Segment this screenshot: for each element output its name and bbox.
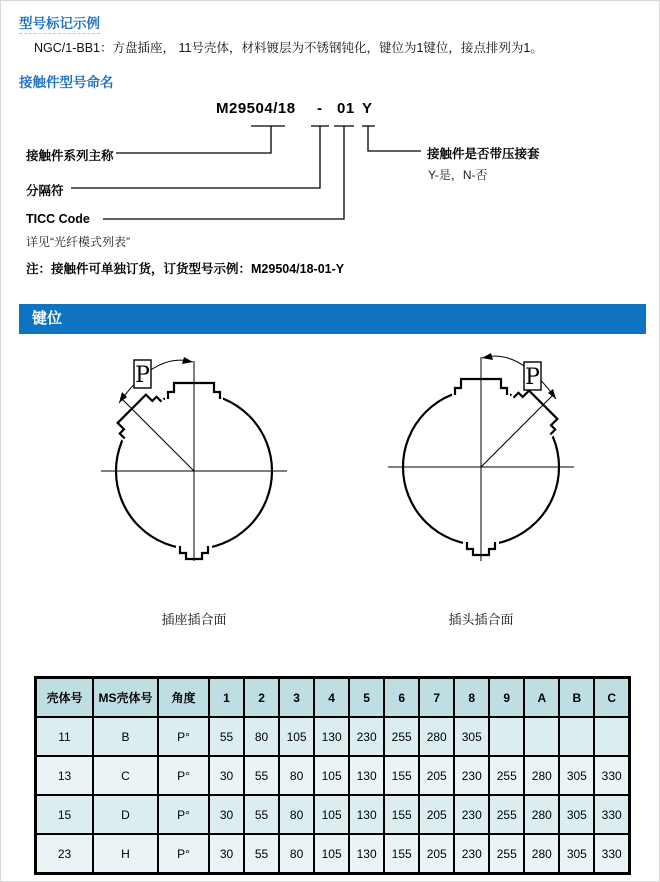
plug-p-label: P [525,365,540,390]
arrowhead [182,357,193,364]
table-cell: 80 [279,834,314,874]
table-cell: P° [158,717,209,756]
heading-text: 型号标记示例 [19,16,100,34]
table-header-cell: 4 [314,678,349,718]
table-cell: 13 [36,756,94,795]
table-cell: 305 [454,717,489,756]
table-cell: 230 [349,717,384,756]
table-header-cell: 9 [489,678,524,718]
table-cell: 255 [489,834,524,874]
table-cell: 305 [559,795,594,834]
table-cell: 105 [314,795,349,834]
table-cell: 80 [279,795,314,834]
table-header-cell: 3 [279,678,314,718]
table-cell: P° [158,795,209,834]
socket-p-label: P [135,363,150,388]
table-cell: 55 [244,756,279,795]
plug-face-diagram [343,349,623,619]
table-header-cell: 2 [244,678,279,718]
table-cell: 130 [314,717,349,756]
keying-table [34,676,631,875]
table-cell: 280 [524,834,559,874]
model-token-separator: - [317,100,323,117]
table-header-cell: MS壳体号 [93,678,158,718]
table-cell: 280 [419,717,454,756]
table-header-cell: 角度 [158,678,209,718]
socket-face-caption: 插座插合面 [161,612,227,627]
section-heading-contact-naming: 接触件型号命名 [19,75,114,90]
table-header-cell: C [594,678,629,718]
model-token-sleeve-flag: Y [362,100,373,117]
table-cell: 280 [524,756,559,795]
table-cell: 205 [419,834,454,874]
callout-sleeve-label: 接触件是否带压接套 [427,147,540,161]
table-cell: 105 [314,834,349,874]
callout-line-ticc [103,126,354,219]
table-cell: 30 [209,756,244,795]
table-cell: 230 [454,795,489,834]
callout-ticc-note: 详见“光纤模式列表” [26,235,130,249]
table-row [36,834,630,874]
table-header-cell: 壳体号 [36,678,94,718]
table-cell: 80 [244,717,279,756]
table-cell: 55 [244,795,279,834]
callout-series-label: 接触件系列主称 [26,149,114,163]
table-cell [559,717,594,756]
table-cell: C [93,756,158,795]
ordering-note: 注：接触件可单独订货，订货型号示例：M29504/18-01-Y [26,262,345,276]
table-row [36,717,630,756]
callout-line-sleeve [362,126,421,151]
table-cell: 330 [594,756,629,795]
table-cell: P° [158,756,209,795]
table-cell: 80 [279,756,314,795]
table-cell: 230 [454,834,489,874]
table-cell: 330 [594,834,629,874]
table-cell: 155 [384,795,419,834]
table-header-row [36,678,630,718]
table-row [36,795,630,834]
table-header-cell: 7 [419,678,454,718]
section-heading-model-marking [19,12,100,32]
table-cell: 30 [209,795,244,834]
table-cell: 280 [524,795,559,834]
table-cell: 305 [559,834,594,874]
table-cell: 155 [384,834,419,874]
table-cell: 155 [384,756,419,795]
callout-sleeve-values: Y-是，N-否 [428,168,488,182]
model-token-ticc-code: 01 [337,100,355,117]
table-cell: B [93,717,158,756]
table-cell: 55 [244,834,279,874]
table-cell: 23 [36,834,94,874]
table-header-cell: 6 [384,678,419,718]
socket-face-diagram [56,349,336,619]
table-cell: 205 [419,756,454,795]
table-cell: P° [158,834,209,874]
arrowhead [482,353,493,360]
table-cell: 15 [36,795,94,834]
table-cell: 305 [559,756,594,795]
table-cell: 255 [489,795,524,834]
table-cell [524,717,559,756]
table-cell: 205 [419,795,454,834]
table-cell: 130 [349,795,384,834]
table-header-cell: A [524,678,559,718]
callout-line-series [116,126,285,153]
table-cell: 55 [209,717,244,756]
table-cell: 255 [384,717,419,756]
table-cell: 105 [279,717,314,756]
plug-angle-radius-line [481,394,554,467]
table-cell: 330 [594,795,629,834]
table-cell: D [93,795,158,834]
table-cell: 30 [209,834,244,874]
table-header-cell: 5 [349,678,384,718]
callout-ticc-label: TICC Code [26,212,90,226]
table-cell [489,717,524,756]
table-row [36,756,630,795]
table-cell: 11 [36,717,94,756]
model-marking-example-text: NGC/1-BB1：方盘插座， 11号壳体，材料镀层为不锈钢钝化，键位为1键位，接点排列为1。 [34,41,543,55]
table-cell: 230 [454,756,489,795]
table-cell: 130 [349,834,384,874]
callout-separator-label: 分隔符 [26,184,64,198]
table-cell [594,717,629,756]
socket-angle-radius-line [121,398,194,471]
plug-face-caption: 插头插合面 [448,612,514,627]
table-cell: 130 [349,756,384,795]
table-header-cell: 8 [454,678,489,718]
banner-text: 键位 [32,310,63,327]
table-cell: 105 [314,756,349,795]
table-cell: 255 [489,756,524,795]
table-cell: H [93,834,158,874]
model-token-series: M29504/18 [216,100,296,117]
keying-section-banner [19,304,646,334]
table-header-cell: B [559,678,594,718]
table-header-cell: 1 [209,678,244,718]
